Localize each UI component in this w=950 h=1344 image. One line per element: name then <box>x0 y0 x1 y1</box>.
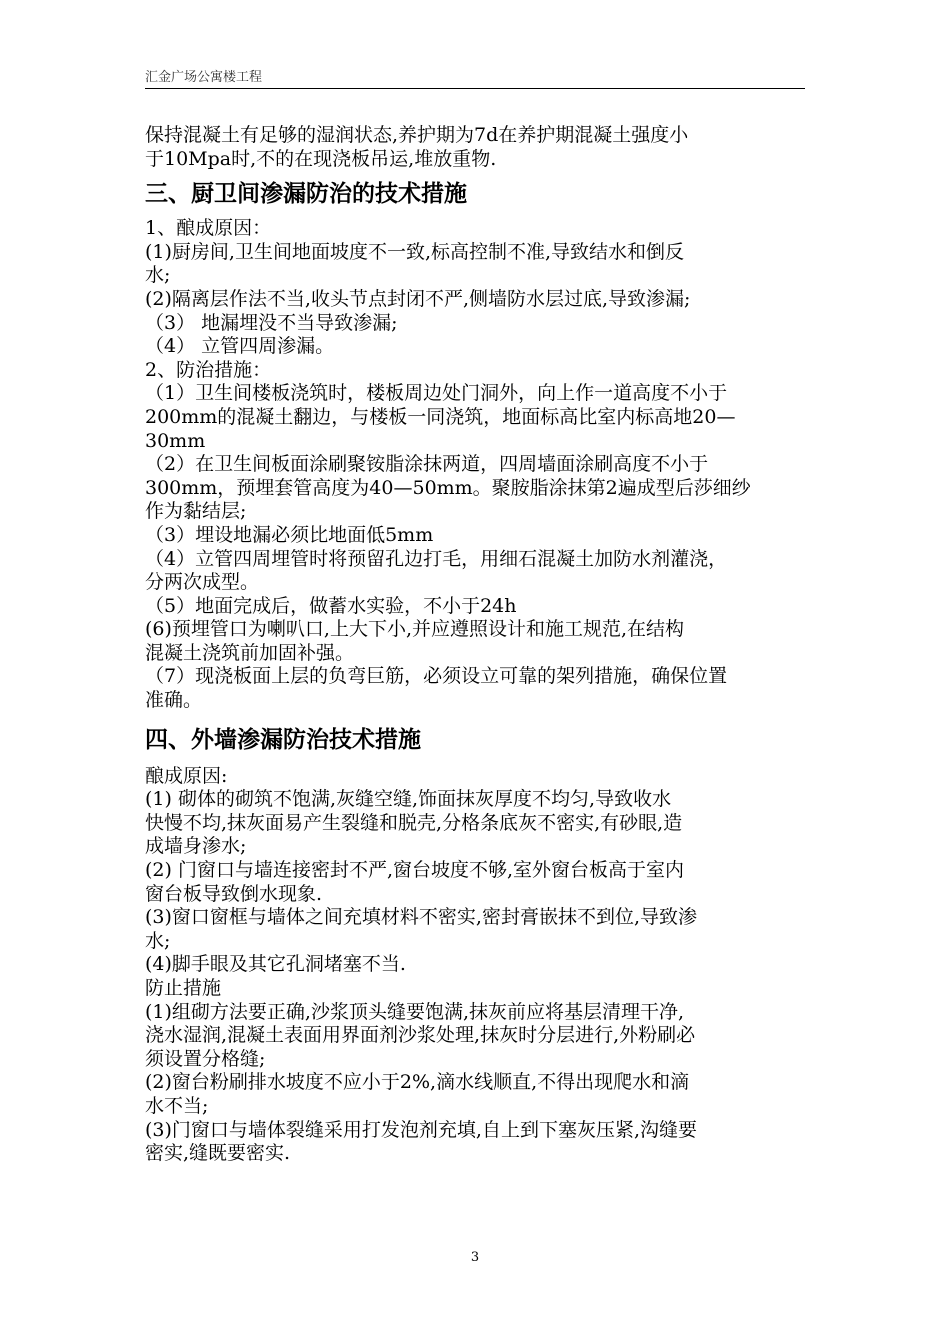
page-number: 3 <box>470 1250 480 1265</box>
intro-paragraph <box>145 124 825 171</box>
text-line: 保持混凝土有足够的湿润状态,养护期为7d在养护期混凝土强度小 <box>145 124 689 146</box>
section-3-body <box>145 217 825 712</box>
text-line: （2）在卫生间板面涂刷聚铵脂涂抹两道，四周墙面涂刷高度不小于 <box>145 453 709 476</box>
text-line: 分两次成型。 <box>145 571 260 594</box>
text-line: 准确。 <box>145 689 203 712</box>
section-heading-4: 四、外墙渗漏防治技术措施 <box>145 726 421 753</box>
text-line: (1)厨房间,卫生间地面坡度不一致,标高控制不准,导致结水和倒反 <box>145 240 685 263</box>
text-line: （4） 立管四周渗漏。 <box>145 335 335 358</box>
text-line: （7）现浇板面上层的负弯巨筋，必须设立可靠的架列措施，确保位置 <box>145 665 728 688</box>
text-line: (2) 门窗口与墙连接密封不严,窗台坡度不够,室外窗台板高于室内 <box>145 859 685 882</box>
text-line: (2)窗台粉刷排水坡度不应小于2%,滴水线顺直,不得出现爬水和滴 <box>145 1071 690 1094</box>
text-line: (2)隔离层作法不当,收头节点封闭不严,侧墙防水层过底,导致渗漏; <box>145 287 691 310</box>
text-line: (1) 砌体的砌筑不饱满,灰缝空缝,饰面抹灰厚度不均匀,导致收水 <box>145 788 672 811</box>
text-line: （1）卫生间楼板浇筑时，楼板周边处门洞外，向上作一道高度不小于 <box>145 382 728 405</box>
text-line: 酿成原因: <box>145 764 228 787</box>
text-line: 窗台板导致倒水现象. <box>145 882 323 905</box>
text-line: （3） 地漏埋没不当导致渗漏; <box>145 311 398 334</box>
text-line: （5）地面完成后，做蓄水实验，不小于24h <box>145 594 517 617</box>
text-line: (1)组砌方法要正确,沙浆顶头缝要饱满,抹灰前应将基层清理干净, <box>145 1000 685 1023</box>
text-line: (4)脚手眼及其它孔洞堵塞不当. <box>145 953 406 976</box>
text-line: 300mm，预埋套管高度为40—50mm。聚胺脂涂抹第2遍成型后莎细纱 <box>145 476 751 499</box>
header-rule <box>145 88 805 89</box>
text-line: 2、防治措施： <box>145 358 272 381</box>
text-line: 水; <box>145 929 171 952</box>
text-line: 1、酿成原因： <box>145 217 272 240</box>
text-line: 于10Mpa时,不的在现浇板吊运,堆放重物. <box>145 147 497 170</box>
text-line: (6)预埋管口为喇叭口,上大下小,并应遵照设计和施工规范,在结构 <box>145 618 685 641</box>
text-line: 200mm的混凝土翻边，与楼板一同浇筑，地面标高比室内标高地20— <box>145 405 736 428</box>
text-line: 30mm <box>145 429 206 452</box>
text-line: 快慢不均,抹灰面易产生裂缝和脱壳,分格条底灰不密实,有砂眼,造 <box>145 811 683 834</box>
text-line: （3）埋设地漏必须比地面低5mm <box>145 523 434 546</box>
text-line: 须设置分格缝; <box>145 1047 266 1070</box>
text-line: 成墙身渗水; <box>145 835 247 858</box>
document-body <box>145 124 825 1166</box>
section-4-body <box>145 765 825 1166</box>
text-line: 水; <box>145 264 171 287</box>
text-line: （4）立管四周埋管时将预留孔边打毛，用细石混凝土加防水剂灌浇， <box>145 547 728 570</box>
text-line: 水不当; <box>145 1094 209 1117</box>
text-line: (3)窗口窗框与墙体之间充填材料不密实,密封膏嵌抹不到位,导致渗 <box>145 906 697 929</box>
page-header-title: 汇金广场公寓楼工程 <box>145 70 263 85</box>
text-line: 防止措施 <box>145 977 222 999</box>
text-line: 密实,缝既要密实. <box>145 1142 291 1165</box>
text-line: 作为黏结层; <box>145 500 247 523</box>
text-line: 浇水湿润,混凝土表面用界面剂沙浆处理,抹灰时分层进行,外粉刷必 <box>145 1024 696 1047</box>
section-heading-3: 三、厨卫间渗漏防治的技术措施 <box>145 181 467 208</box>
text-line: (3)门窗口与墙体裂缝采用打发泡剂充填,自上到下塞灰压紧,沟缝要 <box>145 1118 697 1141</box>
text-line: 混凝土浇筑前加固补强。 <box>145 641 355 664</box>
